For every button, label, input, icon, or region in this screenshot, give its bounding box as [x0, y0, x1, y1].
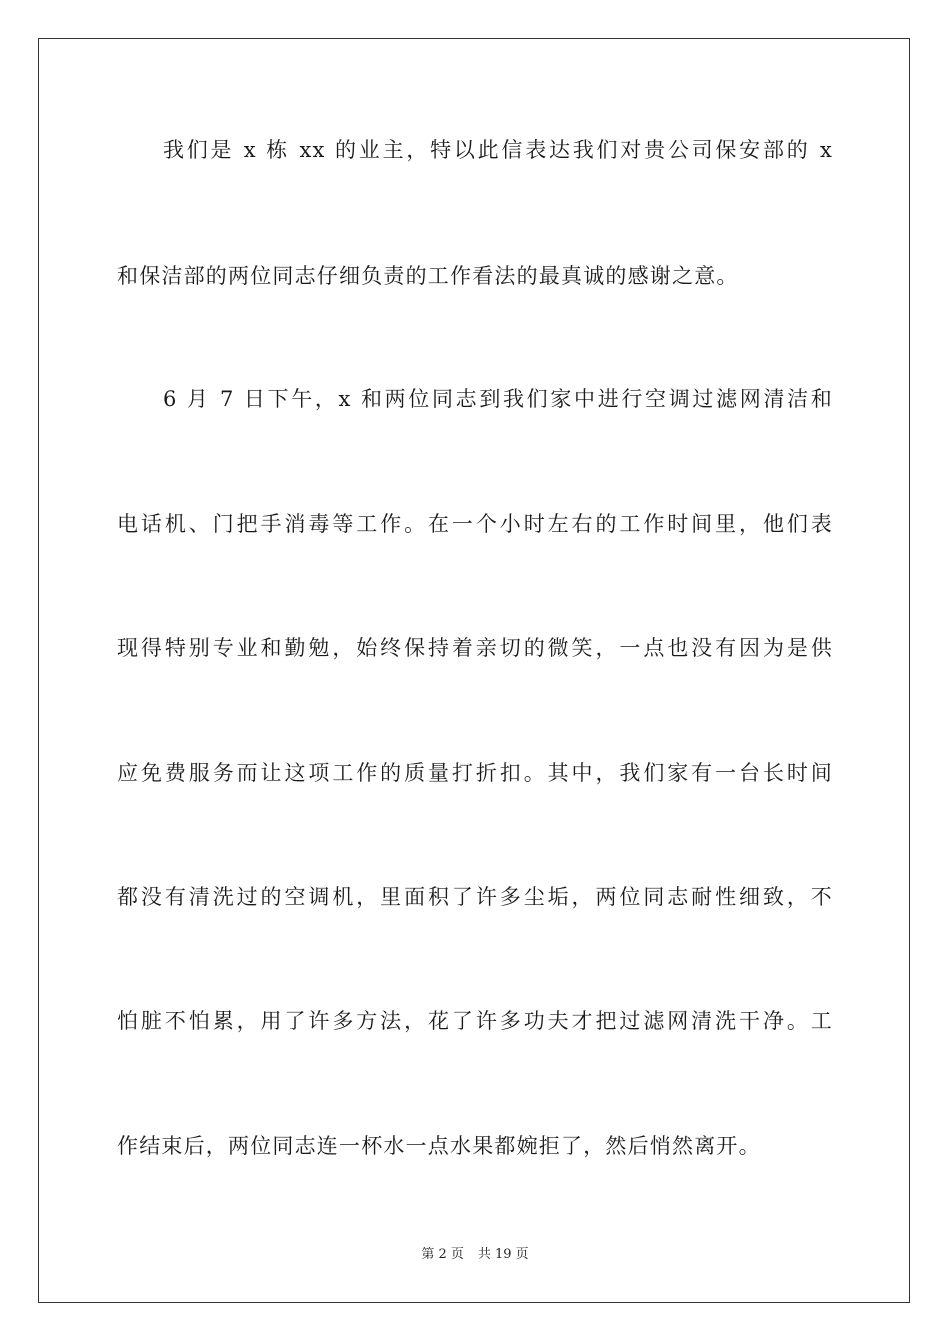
paragraph-2-line-1: 6 月 7 日下午，x 和两位同志到我们家中进行空调过滤网清洁和: [163, 387, 833, 411]
page-number: 第 2 页: [421, 1247, 464, 1262]
paragraph-2-line-4: 应免费服务而让这项工作的质量打折扣。其中，我们家有一台长时间: [117, 761, 833, 785]
paragraph-2-line-3: 现得特别专业和勤勉，始终保持着亲切的微笑，一点也没有因为是供: [117, 636, 833, 660]
page-footer: [0, 1246, 950, 1264]
paragraph-2-line-5: 都没有清洗过的空调机，里面积了许多尘垢，两位同志耐性细致，不: [117, 885, 833, 909]
page-border: [38, 38, 910, 1303]
page-total: 共 19 页: [477, 1247, 529, 1262]
paragraph-2-line-7: 作结束后，两位同志连一杯水一点水果都婉拒了，然后悄然离开。: [117, 1134, 761, 1158]
paragraph-2-line-6: 怕脏不怕累，用了许多方法，花了许多功夫才把过滤网清洗干净。工: [117, 1009, 833, 1033]
paragraph-1-line-2: 和保洁部的两位同志仔细负责的工作看法的最真诚的感谢之意。: [117, 264, 739, 288]
paragraph-1-line-1: 我们是 x 栋 xx 的业主，特以此信表达我们对贵公司保安部的 x: [163, 138, 833, 162]
paragraph-2-line-2: 电话机、门把手消毒等工作。在一个小时左右的工作时间里，他们表: [117, 512, 833, 536]
